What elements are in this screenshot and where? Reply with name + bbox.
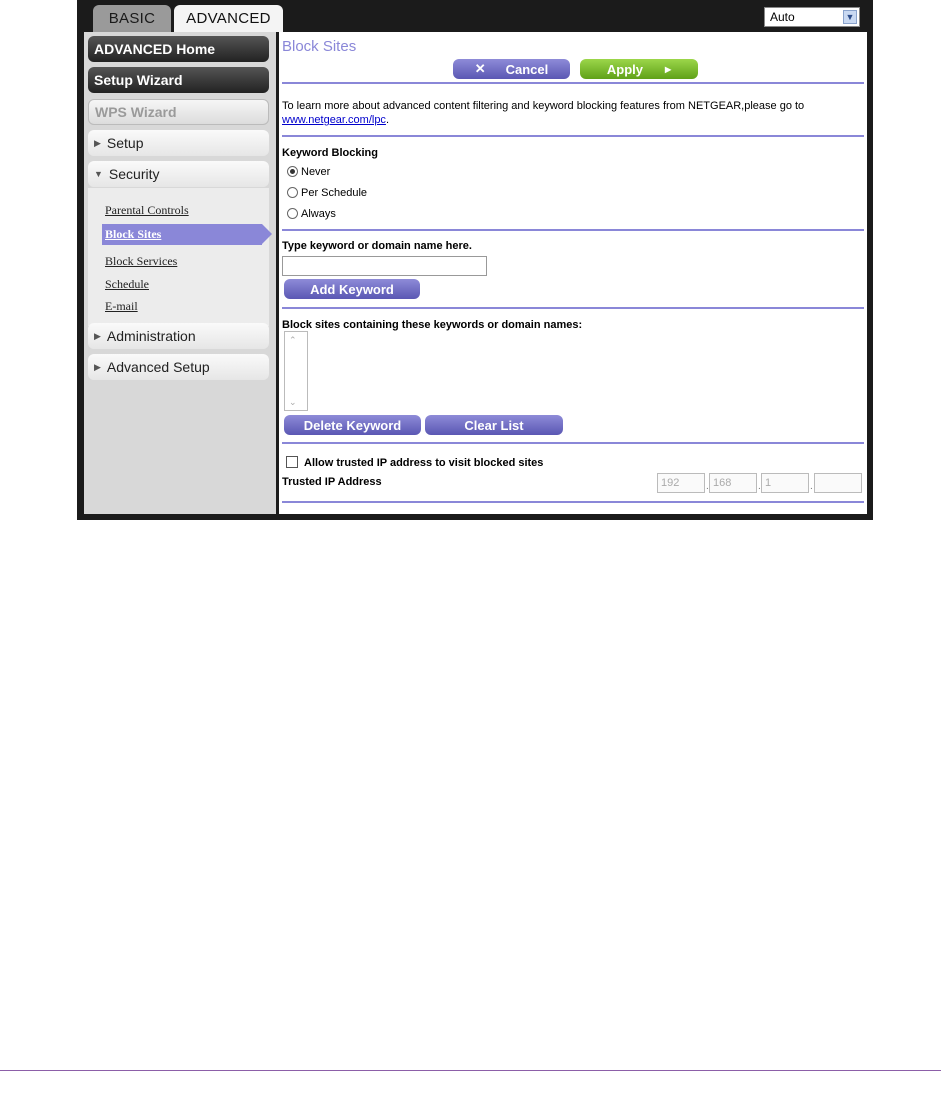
info-message: To learn more about advanced content filtering and keyword blocking features from NETGEAR,please go to	[282, 100, 805, 112]
submenu-block-services[interactable]: Block Services	[105, 254, 178, 268]
trusted-ip-octet-3[interactable]: 1	[761, 473, 809, 493]
submenu-label: Block Sites	[105, 227, 162, 241]
tab-advanced[interactable]: ADVANCED	[174, 5, 283, 32]
sidebar-item-administration[interactable]	[88, 323, 269, 349]
language-value: Auto	[770, 10, 795, 24]
sidebar-item-security[interactable]	[88, 161, 269, 187]
allow-trusted-checkbox[interactable]	[286, 456, 298, 468]
submenu-schedule[interactable]: Schedule	[105, 277, 149, 291]
info-period: .	[385, 114, 389, 126]
add-keyword-button[interactable]: Add Keyword	[284, 279, 420, 299]
chevron-down-icon[interactable]: ▼	[843, 10, 857, 24]
submenu-email[interactable]: E-mail	[105, 299, 138, 313]
sidebar-item-setup-wizard[interactable]: Setup Wizard	[88, 67, 269, 93]
divider	[282, 307, 864, 309]
cancel-label: Cancel	[505, 61, 549, 77]
sidebar-item-setup[interactable]	[88, 130, 269, 156]
divider	[282, 442, 864, 444]
trusted-ip-label: Trusted IP Address	[282, 476, 382, 488]
cancel-button[interactable]	[453, 59, 570, 79]
blocked-keywords-list[interactable]	[284, 331, 308, 411]
apply-button[interactable]	[580, 59, 698, 79]
divider	[282, 229, 864, 231]
sidebar-item-label: Security	[108, 166, 160, 182]
radio-per-schedule[interactable]	[287, 187, 298, 198]
triangle-right-icon: ▶	[94, 361, 101, 372]
ip-dot: .	[706, 481, 709, 492]
type-keyword-label: Type keyword or domain name here.	[282, 240, 472, 252]
scroll-down-icon[interactable]: ⌄	[289, 397, 297, 407]
language-select[interactable]	[764, 7, 860, 27]
radio-per-schedule-label: Per Schedule	[301, 187, 368, 199]
netgear-lpc-link[interactable]: www.netgear.com/lpc	[282, 114, 386, 126]
submenu-parental-controls[interactable]: Parental Controls	[105, 203, 189, 217]
delete-keyword-button[interactable]: Delete Keyword	[284, 415, 421, 435]
ip-dot: .	[810, 481, 813, 492]
page-footer-rule	[0, 1070, 941, 1071]
apply-label: Apply	[606, 61, 643, 77]
keyword-blocking-label: Keyword Blocking	[282, 147, 378, 159]
trusted-ip-octet-2[interactable]: 168	[709, 473, 757, 493]
trusted-ip-octet-1[interactable]: 192	[657, 473, 705, 493]
triangle-down-icon: ▼	[94, 169, 103, 179]
scroll-up-icon[interactable]: ⌃	[289, 335, 297, 345]
triangle-right-icon: ▶	[94, 137, 101, 148]
radio-never-label: Never	[301, 166, 331, 178]
radio-always-label: Always	[301, 208, 336, 220]
tab-basic[interactable]: BASIC	[93, 5, 171, 32]
sidebar-item-advanced-setup[interactable]	[88, 354, 269, 380]
clear-list-button[interactable]: Clear List	[425, 415, 563, 435]
triangle-right-icon: ▶	[94, 330, 101, 341]
sidebar-item-advanced-home[interactable]: ADVANCED Home	[88, 36, 269, 62]
sidebar-item-label: Advanced Setup	[106, 359, 210, 375]
sidebar-item-label: Setup	[106, 135, 144, 151]
allow-trusted-label: Allow trusted IP address to visit blocked sites	[304, 457, 544, 469]
divider	[282, 82, 864, 84]
radio-never[interactable]	[287, 166, 298, 177]
close-icon: ✕	[474, 61, 486, 76]
router-admin-window	[77, 0, 873, 520]
active-pointer	[262, 224, 272, 244]
keyword-input[interactable]	[282, 256, 487, 276]
trusted-ip-octet-4[interactable]	[814, 473, 862, 493]
block-list-label: Block sites containing these keywords or domain names:	[282, 319, 583, 331]
content-panel	[279, 32, 867, 514]
sidebar-item-label: Administration	[106, 328, 196, 344]
sidebar	[84, 32, 276, 514]
page-title: Block Sites	[282, 38, 357, 55]
divider	[282, 501, 864, 503]
submenu-block-sites[interactable]	[102, 224, 262, 245]
divider	[282, 135, 864, 137]
sidebar-item-wps-wizard[interactable]: WPS Wizard	[88, 99, 269, 125]
info-text	[282, 99, 862, 127]
play-icon: ▶	[664, 64, 672, 74]
ip-dot: .	[758, 481, 761, 492]
radio-always[interactable]	[287, 208, 298, 219]
